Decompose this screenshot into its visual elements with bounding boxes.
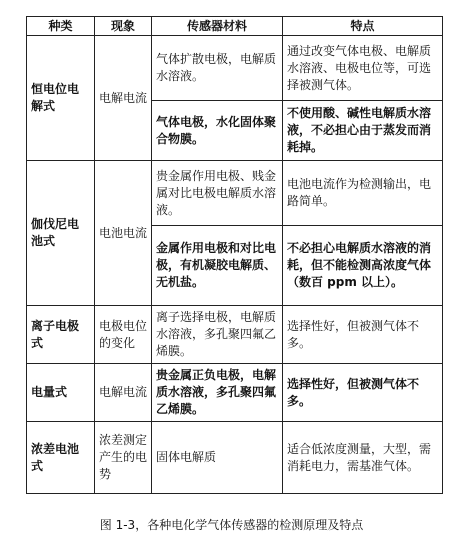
material-cell: 气体扩散电极，电解质水溶液。 bbox=[152, 36, 283, 101]
header-material: 传感器材料 bbox=[152, 17, 283, 36]
phenomenon-cell: 浓差测定产生的电势 bbox=[95, 422, 152, 494]
sensor-comparison-table bbox=[26, 16, 443, 494]
table-row bbox=[27, 364, 443, 422]
material-cell: 贵金属正负电极，电解质水溶液，多孔聚四氟乙烯膜。 bbox=[152, 364, 283, 422]
material-cell: 贵金属作用电极、贱金属对比电极电解质水溶液。 bbox=[152, 161, 283, 226]
feature-cell: 适合低浓度测量，大型，需消耗电力，需基准气体。 bbox=[283, 422, 443, 494]
feature-cell: 电池电流作为检测输出，电路简单。 bbox=[283, 161, 443, 226]
type-cell: 伽伐尼电池式 bbox=[27, 161, 95, 306]
type-cell: 恒电位电解式 bbox=[27, 36, 95, 161]
type-cell: 浓差电池式 bbox=[27, 422, 95, 494]
header-type: 种类 bbox=[27, 17, 95, 36]
type-cell: 离子电极式 bbox=[27, 306, 95, 364]
table-row bbox=[27, 306, 443, 364]
figure-caption: 图 1-3，各种电化学气体传感器的检测原理及特点 bbox=[99, 518, 364, 532]
feature-cell: 不必担心电解质水溶液的消耗，但不能检测高浓度气体（数百 ppm 以上）。 bbox=[283, 226, 443, 306]
table-row bbox=[27, 36, 443, 101]
material-cell: 气体电极，水化固体聚合物膜。 bbox=[152, 101, 283, 161]
feature-cell: 选择性好，但被测气体不多。 bbox=[283, 306, 443, 364]
table-header-row bbox=[27, 17, 443, 36]
feature-cell: 通过改变气体电极、电解质水溶液、电极电位等，可选择被测气体。 bbox=[283, 36, 443, 101]
header-phenomenon: 现象 bbox=[95, 17, 152, 36]
feature-cell: 不使用酸、碱性电解质水溶液，不必担心由于蒸发而消耗掉。 bbox=[283, 101, 443, 161]
material-cell: 金属作用电极和对比电极，有机凝胶电解质、无机盐。 bbox=[152, 226, 283, 306]
header-feature: 特点 bbox=[283, 17, 443, 36]
material-cell: 固体电解质 bbox=[152, 422, 283, 494]
table-row bbox=[27, 422, 443, 494]
phenomenon-cell: 电池电流 bbox=[95, 161, 152, 306]
phenomenon-cell: 电解电流 bbox=[95, 36, 152, 161]
material-cell: 离子选择电极，电解质水溶液，多孔聚四氟乙烯膜。 bbox=[152, 306, 283, 364]
type-cell: 电量式 bbox=[27, 364, 95, 422]
phenomenon-cell: 电极电位的变化 bbox=[95, 306, 152, 364]
phenomenon-cell: 电解电流 bbox=[95, 364, 152, 422]
table-row bbox=[27, 161, 443, 226]
feature-cell: 选择性好，但被测气体不多。 bbox=[283, 364, 443, 422]
